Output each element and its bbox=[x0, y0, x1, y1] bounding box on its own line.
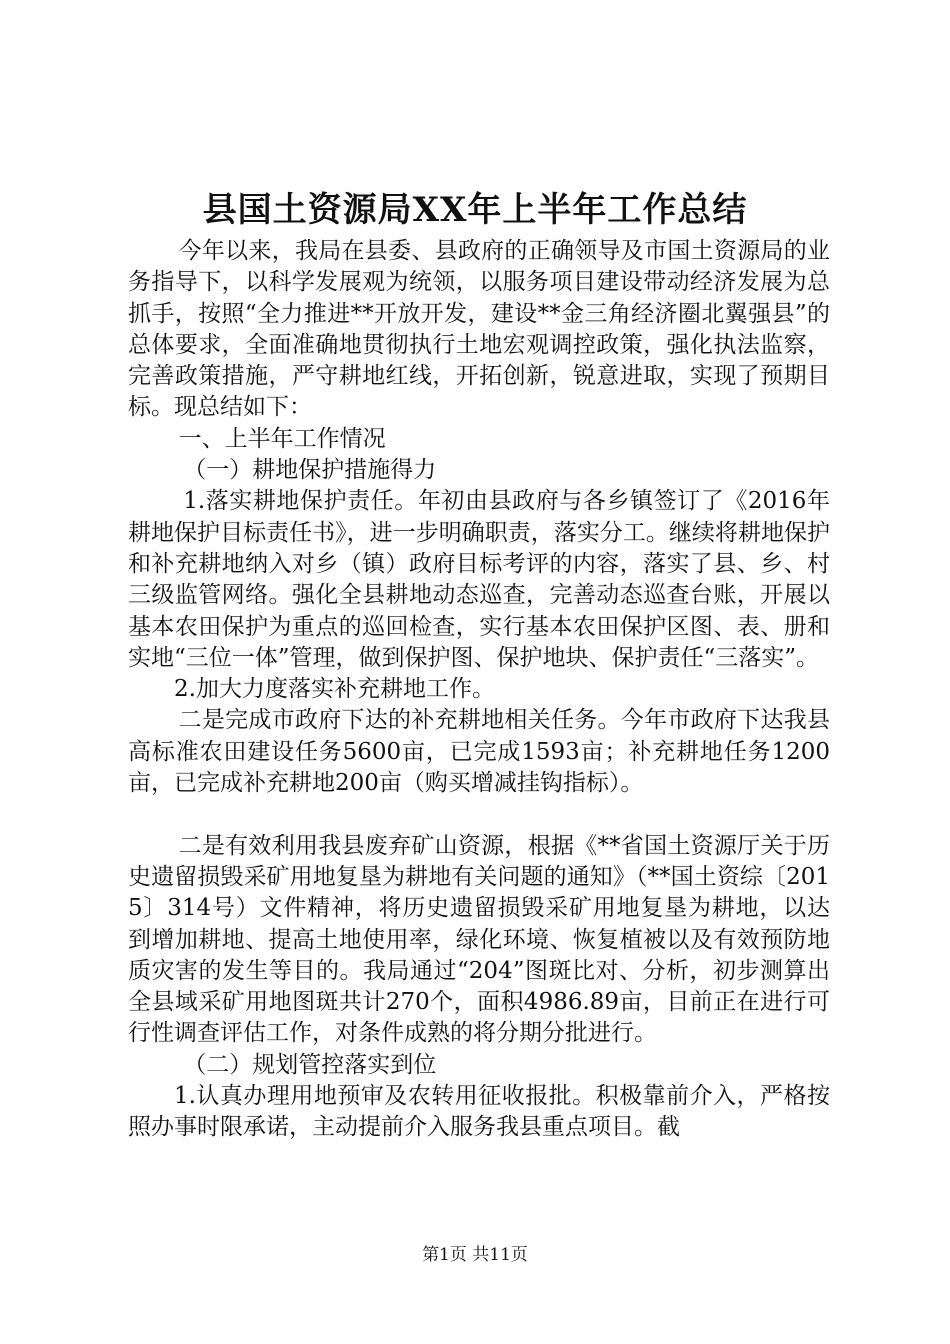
section-heading-1: 一、上半年工作情况 bbox=[178, 425, 386, 452]
page-footer: 第1页 共11页 bbox=[422, 1245, 528, 1265]
item-heading-2: 2.加大力度落实补充耕地工作。 bbox=[174, 676, 495, 703]
intro-paragraph: 今年以来，我局在县委、县政府的正确领导及市国土资源局的业务指导下，以科学发展观为统领，以服务项目建设带动经济发展为总抓手，按照“全力推进**开放开发，建设**金三角经济圈北翼强县”的总体要求，全面准确地贯彻执行土地宏观调控政策，强化执法监察，完善政策措施，严守耕地红线，开拓创新，锐意进取，实现了预期目标。现总结如下： bbox=[128, 238, 830, 421]
item-paragraph-3: 1.认真办理用地预审及农转用征收报批。积极靠前介入，严格按照办事时限承诺，主动提前介入服务我县重点项目。截 bbox=[128, 1083, 830, 1141]
document-body bbox=[128, 236, 830, 1144]
document-title: 县国土资源局XX年上半年工作总结 bbox=[202, 190, 748, 230]
task-paragraph-2: 二是有效利用我县废弃矿山资源，根据《**省国土资源厅关于历史遗留损毁采矿用地复垦为耕地有关问题的通知》（**国土资综〔2015〕314号）文件精神，将历史遗留损毁采矿用地复垦为耕地，以达到增加耕地、提高土地使用率，绿化环境、恢复植被以及有效预防地质灾害的发生等目的。我局通过“204”图斑比对、分析，初步测算出全县域采矿用地图斑共计270个，面积4986.89亩，目前正在进行可行性调查评估工作，对条件成熟的将分期分批进行。 bbox=[128, 832, 830, 1047]
paragraph-gap bbox=[128, 799, 830, 830]
task-paragraph-1: 二是完成市政府下达的补充耕地相关任务。今年市政府下达我县高标准农田建设任务5600亩，已完成1593亩；补充耕地任务1200亩，已完成补充耕地200亩（购买增减挂钩指标）。 bbox=[128, 707, 830, 797]
subsection-heading-2: （二）规划管控落实到位 bbox=[183, 1051, 437, 1078]
subsection-heading-1: （一）耕地保护措施得力 bbox=[183, 457, 437, 484]
item-paragraph-1: 1.落实耕地保护责任。年初由县政府与各乡镇签订了《2016年耕地保护目标责任书》，进一步明确职责，落实分工。继续将耕地保护和补充耕地纳入对乡（镇）政府目标考评的内容，落实了县、乡、村三级监管网络。强化全县耕地动态巡查，完善动态巡查台账，开展以基本农田保护为重点的巡回检查，实行基本农田保护区图、表、册和实地“三位一体”管理，做到保护图、保护地块、保护责任“三落实”。 bbox=[128, 488, 830, 671]
